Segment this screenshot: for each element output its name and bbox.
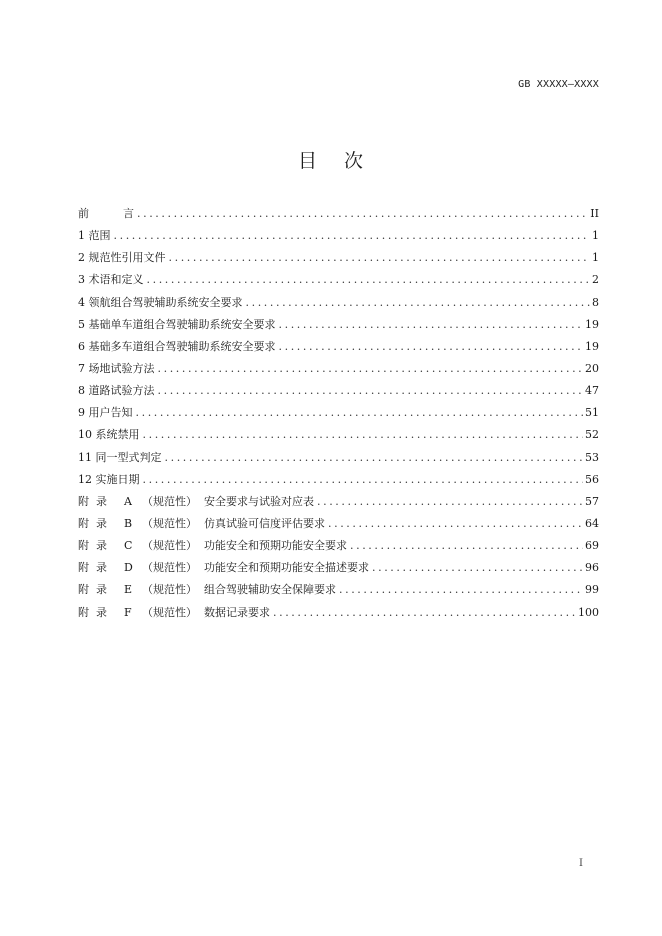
appendix-kind: （规范性） [142,605,197,619]
toc-entry-preface[interactable] [78,203,599,225]
toc-entry[interactable] [78,380,599,402]
toc-entry-page: 100 [578,605,599,619]
toc-appendix-entry[interactable] [78,513,599,535]
appendix-prefix [78,602,270,624]
appendix-prefix [78,557,369,579]
appendix-letter: E [124,583,133,597]
appendix-prefix [78,513,325,535]
toc-entry-page: 19 [585,339,599,353]
appendix-prefix [78,491,314,513]
toc-entry[interactable] [78,424,599,446]
appendix-letter: A [124,494,132,508]
toc-title [0,146,662,173]
toc-leader-dots [273,602,576,624]
appendix-word-1: 附 [78,539,89,553]
appendix-title: 数据记录要求 [204,605,270,619]
toc-entry[interactable] [78,314,599,336]
appendix-prefix [78,535,347,557]
appendix-kind: （规范性） [142,539,197,553]
appendix-kind: （规范性） [142,583,197,597]
toc-entry-page: 96 [585,561,599,575]
toc-entry[interactable] [78,402,599,424]
toc-entry-page: 1 [592,229,599,243]
toc-entry-page: 52 [585,428,599,442]
appendix-word-2: 录 [96,539,107,553]
appendix-letter: D [124,561,133,575]
toc-leader-dots [372,557,583,579]
toc-leader-dots [114,225,591,247]
toc-entry-label: 10 系统禁用 [78,428,140,442]
toc-leader-dots [158,358,584,380]
toc-entry[interactable] [78,336,599,358]
appendix-kind: （规范性） [142,561,197,575]
appendix-letter: F [124,605,132,619]
appendix-word-2: 录 [96,561,107,575]
page-number: I [579,858,583,869]
toc-entry-page: 51 [585,406,599,420]
toc-entry-page: 20 [585,361,599,375]
toc-entry-page: 2 [592,273,599,287]
appendix-prefix [78,579,336,601]
appendix-title: 安全要求与试验对应表 [204,494,314,508]
appendix-word-2: 录 [96,583,107,597]
toc-entry-label: 1 范围 [78,229,111,243]
toc-appendix-entry[interactable] [78,579,599,601]
appendix-kind: （规范性） [142,516,197,530]
toc-entry-page: 19 [585,317,599,331]
toc-title-char-2: 次 [344,150,365,172]
appendix-letter: B [124,516,133,530]
toc-entry-label: 5 基础单车道组合驾驶辅助系统安全要求 [78,317,276,331]
toc-entry[interactable] [78,225,599,247]
toc-entry[interactable] [78,358,599,380]
toc-entry-page: 69 [585,539,599,553]
toc-entry-label: 7 场地试验方法 [78,361,155,375]
toc-leader-dots [246,292,591,314]
appendix-title: 功能安全和预期功能安全要求 [204,539,347,553]
toc-entry-page: 99 [585,583,599,597]
appendix-title: 功能安全和预期功能安全描述要求 [204,561,369,575]
appendix-kind: （规范性） [142,494,197,508]
toc-entry-label: 8 道路试验方法 [78,384,155,398]
toc-entry-label: 3 术语和定义 [78,273,144,287]
toc-appendix-entry[interactable] [78,491,599,513]
toc-title-char-1: 目 [297,150,318,172]
toc-entry-page: 8 [592,295,599,309]
toc-entry-label: 9 用户告知 [78,406,133,420]
toc-leader-dots [169,247,591,269]
toc-leader-dots [136,402,584,424]
toc-entry-page: 47 [585,384,599,398]
appendix-letter: C [124,539,133,553]
table-of-contents [78,203,599,624]
toc-entry[interactable] [78,447,599,469]
toc-leader-dots [350,535,583,557]
toc-entry-page: 1 [592,251,599,265]
toc-entry-label: 前 言 [78,207,134,220]
toc-leader-dots [317,491,583,513]
toc-entry-page: 64 [585,516,599,530]
toc-leader-dots [279,336,584,358]
toc-leader-dots [143,469,584,491]
appendix-word-2: 录 [96,494,107,508]
toc-entry[interactable] [78,269,599,291]
toc-appendix-entry[interactable] [78,602,599,624]
toc-entry-page: 53 [585,450,599,464]
toc-leader-dots [339,579,583,601]
toc-leader-dots [137,203,588,225]
toc-leader-dots [158,380,584,402]
toc-entry[interactable] [78,247,599,269]
toc-entry-page: II [590,207,599,220]
appendix-word-1: 附 [78,516,89,530]
toc-entry[interactable] [78,292,599,314]
toc-entry-page: 57 [585,494,599,508]
appendix-title: 仿真试验可信度评估要求 [204,516,325,530]
appendix-title: 组合驾驶辅助安全保障要求 [204,583,336,597]
toc-entry-label: 6 基础多车道组合驾驶辅助系统安全要求 [78,339,276,353]
appendix-word-1: 附 [78,494,89,508]
toc-entry[interactable] [78,469,599,491]
appendix-word-1: 附 [78,583,89,597]
appendix-word-1: 附 [78,605,89,619]
toc-entry-label: 2 规范性引用文件 [78,251,166,265]
toc-appendix-entry[interactable] [78,535,599,557]
appendix-word-1: 附 [78,561,89,575]
toc-appendix-entry[interactable] [78,557,599,579]
toc-leader-dots [328,513,583,535]
toc-leader-dots [279,314,584,336]
toc-entry-label: 12 实施日期 [78,472,140,486]
toc-entry-page: 56 [585,472,599,486]
toc-entry-label: 4 领航组合驾驶辅助系统安全要求 [78,295,243,309]
toc-leader-dots [147,269,591,291]
toc-leader-dots [143,424,584,446]
standard-code: GB XXXXX—XXXX [518,79,599,90]
appendix-word-2: 录 [96,516,107,530]
appendix-word-2: 录 [96,605,107,619]
toc-leader-dots [165,447,584,469]
toc-entry-label: 11 同一型式判定 [78,450,162,464]
